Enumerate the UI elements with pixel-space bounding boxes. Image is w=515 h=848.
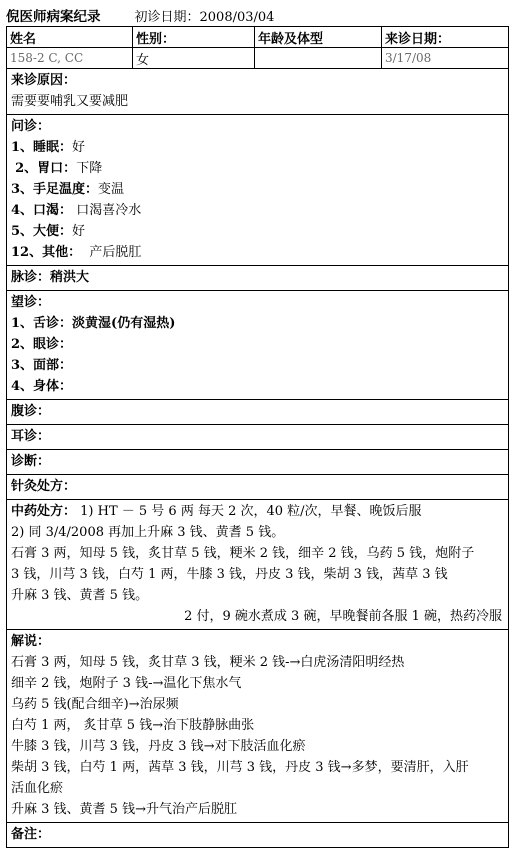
explanation-line: 活血化瘀	[11, 781, 64, 796]
patient-header-row	[7, 27, 508, 48]
herbal-line-5: 升麻 3 钱、黄耆 5 钱。	[11, 588, 149, 603]
reason-text: 需要要哺乳又要减肥	[11, 94, 129, 109]
abdomen-section	[7, 400, 508, 425]
remarks-section	[7, 823, 508, 847]
acupuncture-section	[7, 475, 508, 500]
explanation-line: 石膏 3 两，知母 5 钱，炙甘草 3 钱，粳米 2 钱-→白虎汤清阳明经热	[11, 655, 405, 670]
inquiry-section	[7, 115, 508, 266]
inquiry-item: 4、口渴： 口渴喜冷水	[11, 203, 142, 218]
diagnosis-label: 诊断：	[11, 454, 51, 469]
visit-date-header: 来诊日期：	[385, 31, 451, 47]
inquiry-item: 12、其他： 产后脱肛	[11, 245, 142, 260]
name-header: 姓名	[7, 27, 133, 47]
face-diagnosis: 3、面部：	[11, 358, 73, 373]
inquiry-item: 1、睡眠：好	[11, 140, 86, 155]
inspection-section	[7, 291, 508, 400]
medical-record	[6, 4, 509, 848]
inspection-label: 望诊：	[11, 295, 51, 310]
tongue-diagnosis: 1、舌诊：淡黄湿(仍有湿热)	[11, 316, 176, 331]
pulse-diagnosis: 脉诊：稍洪大	[11, 270, 90, 285]
herbal-line-4: 3 钱，川芎 3 钱，白芍 1 两，牛膝 3 钱，丹皮 3 钱，柴胡 3 钱，茜草 3 钱	[11, 567, 448, 582]
record-title: 倪医师病案纪录	[6, 9, 101, 25]
eye-diagnosis: 2、眼诊：	[11, 337, 73, 352]
explanation-label: 解说：	[11, 634, 51, 649]
herbal-section	[7, 500, 508, 630]
patient-value-row	[7, 48, 508, 69]
title-row	[6, 4, 509, 26]
first-visit-date: 初诊日期：2008/03/04	[134, 9, 275, 25]
remarks-label: 备注：	[11, 827, 51, 842]
explanation-line: 牛膝 3 钱，川芎 3 钱，丹皮 3 钱→对下肢活血化瘀	[11, 739, 306, 754]
reason-label: 来诊原因：	[11, 73, 77, 88]
explanation-line: 乌药 5 钱(配合细辛)→治尿频	[11, 697, 179, 712]
herbal-label: 中药处方：	[11, 504, 77, 519]
inquiry-label: 问诊：	[11, 119, 51, 134]
gender-value: 女	[133, 48, 255, 68]
age-header: 年龄及体型	[255, 27, 382, 47]
name-value: 158-2 C, CC	[7, 48, 133, 68]
diagnosis-section	[7, 450, 508, 475]
explanation-line: 白芍 1 两， 炙甘草 5 钱→治下肢静脉曲张	[11, 718, 255, 733]
explanation-line: 细辛 2 钱，炮附子 3 钱-→温化下焦水气	[11, 676, 242, 691]
acupuncture-label: 针灸处方：	[11, 479, 77, 494]
record-table	[6, 26, 509, 848]
pulse-section	[7, 266, 508, 291]
body-diagnosis: 4、身体：	[11, 379, 73, 394]
ear-label: 耳诊：	[11, 429, 51, 444]
herbal-line-2: 2) 同 3/4/2008 再加上升麻 3 钱、黄耆 5 钱。	[11, 525, 285, 540]
inquiry-item: 5、大便：好	[11, 224, 86, 239]
herbal-dosage: 2 付，9 碗水煮成 3 碗，早晚餐前各服 1 碗，热药冷服	[184, 609, 502, 624]
explanation-line: 升麻 3 钱、黄耆 5 钱→升气治产后脱肛	[11, 802, 237, 817]
gender-header: 性别：	[133, 27, 255, 47]
reason-section	[7, 69, 508, 115]
visit-date-value: 3/17/08	[385, 51, 432, 65]
ear-section	[7, 425, 508, 450]
abdomen-label: 腹诊：	[11, 404, 51, 419]
inquiry-item: 2、胃口：下降	[15, 161, 103, 176]
explanation-line: 柴胡 3 钱，白芍 1 两，茜草 3 钱，川芎 3 钱，丹皮 3 钱→多梦，要清肝，入肝	[11, 760, 469, 775]
explanation-section	[7, 630, 508, 823]
herbal-line-1: 中药处方： 1) HT － 5 号 6 两 每天 2 次，40 粒/次，早餐、晚饭后服	[11, 504, 422, 519]
herbal-line-3: 石膏 3 两，知母 5 钱，炙甘草 5 钱，粳米 2 钱，细辛 2 钱，乌药 5 钱，炮附子	[11, 546, 475, 561]
inquiry-item: 3、手足温度：变温	[11, 182, 125, 197]
age-value	[255, 48, 382, 68]
